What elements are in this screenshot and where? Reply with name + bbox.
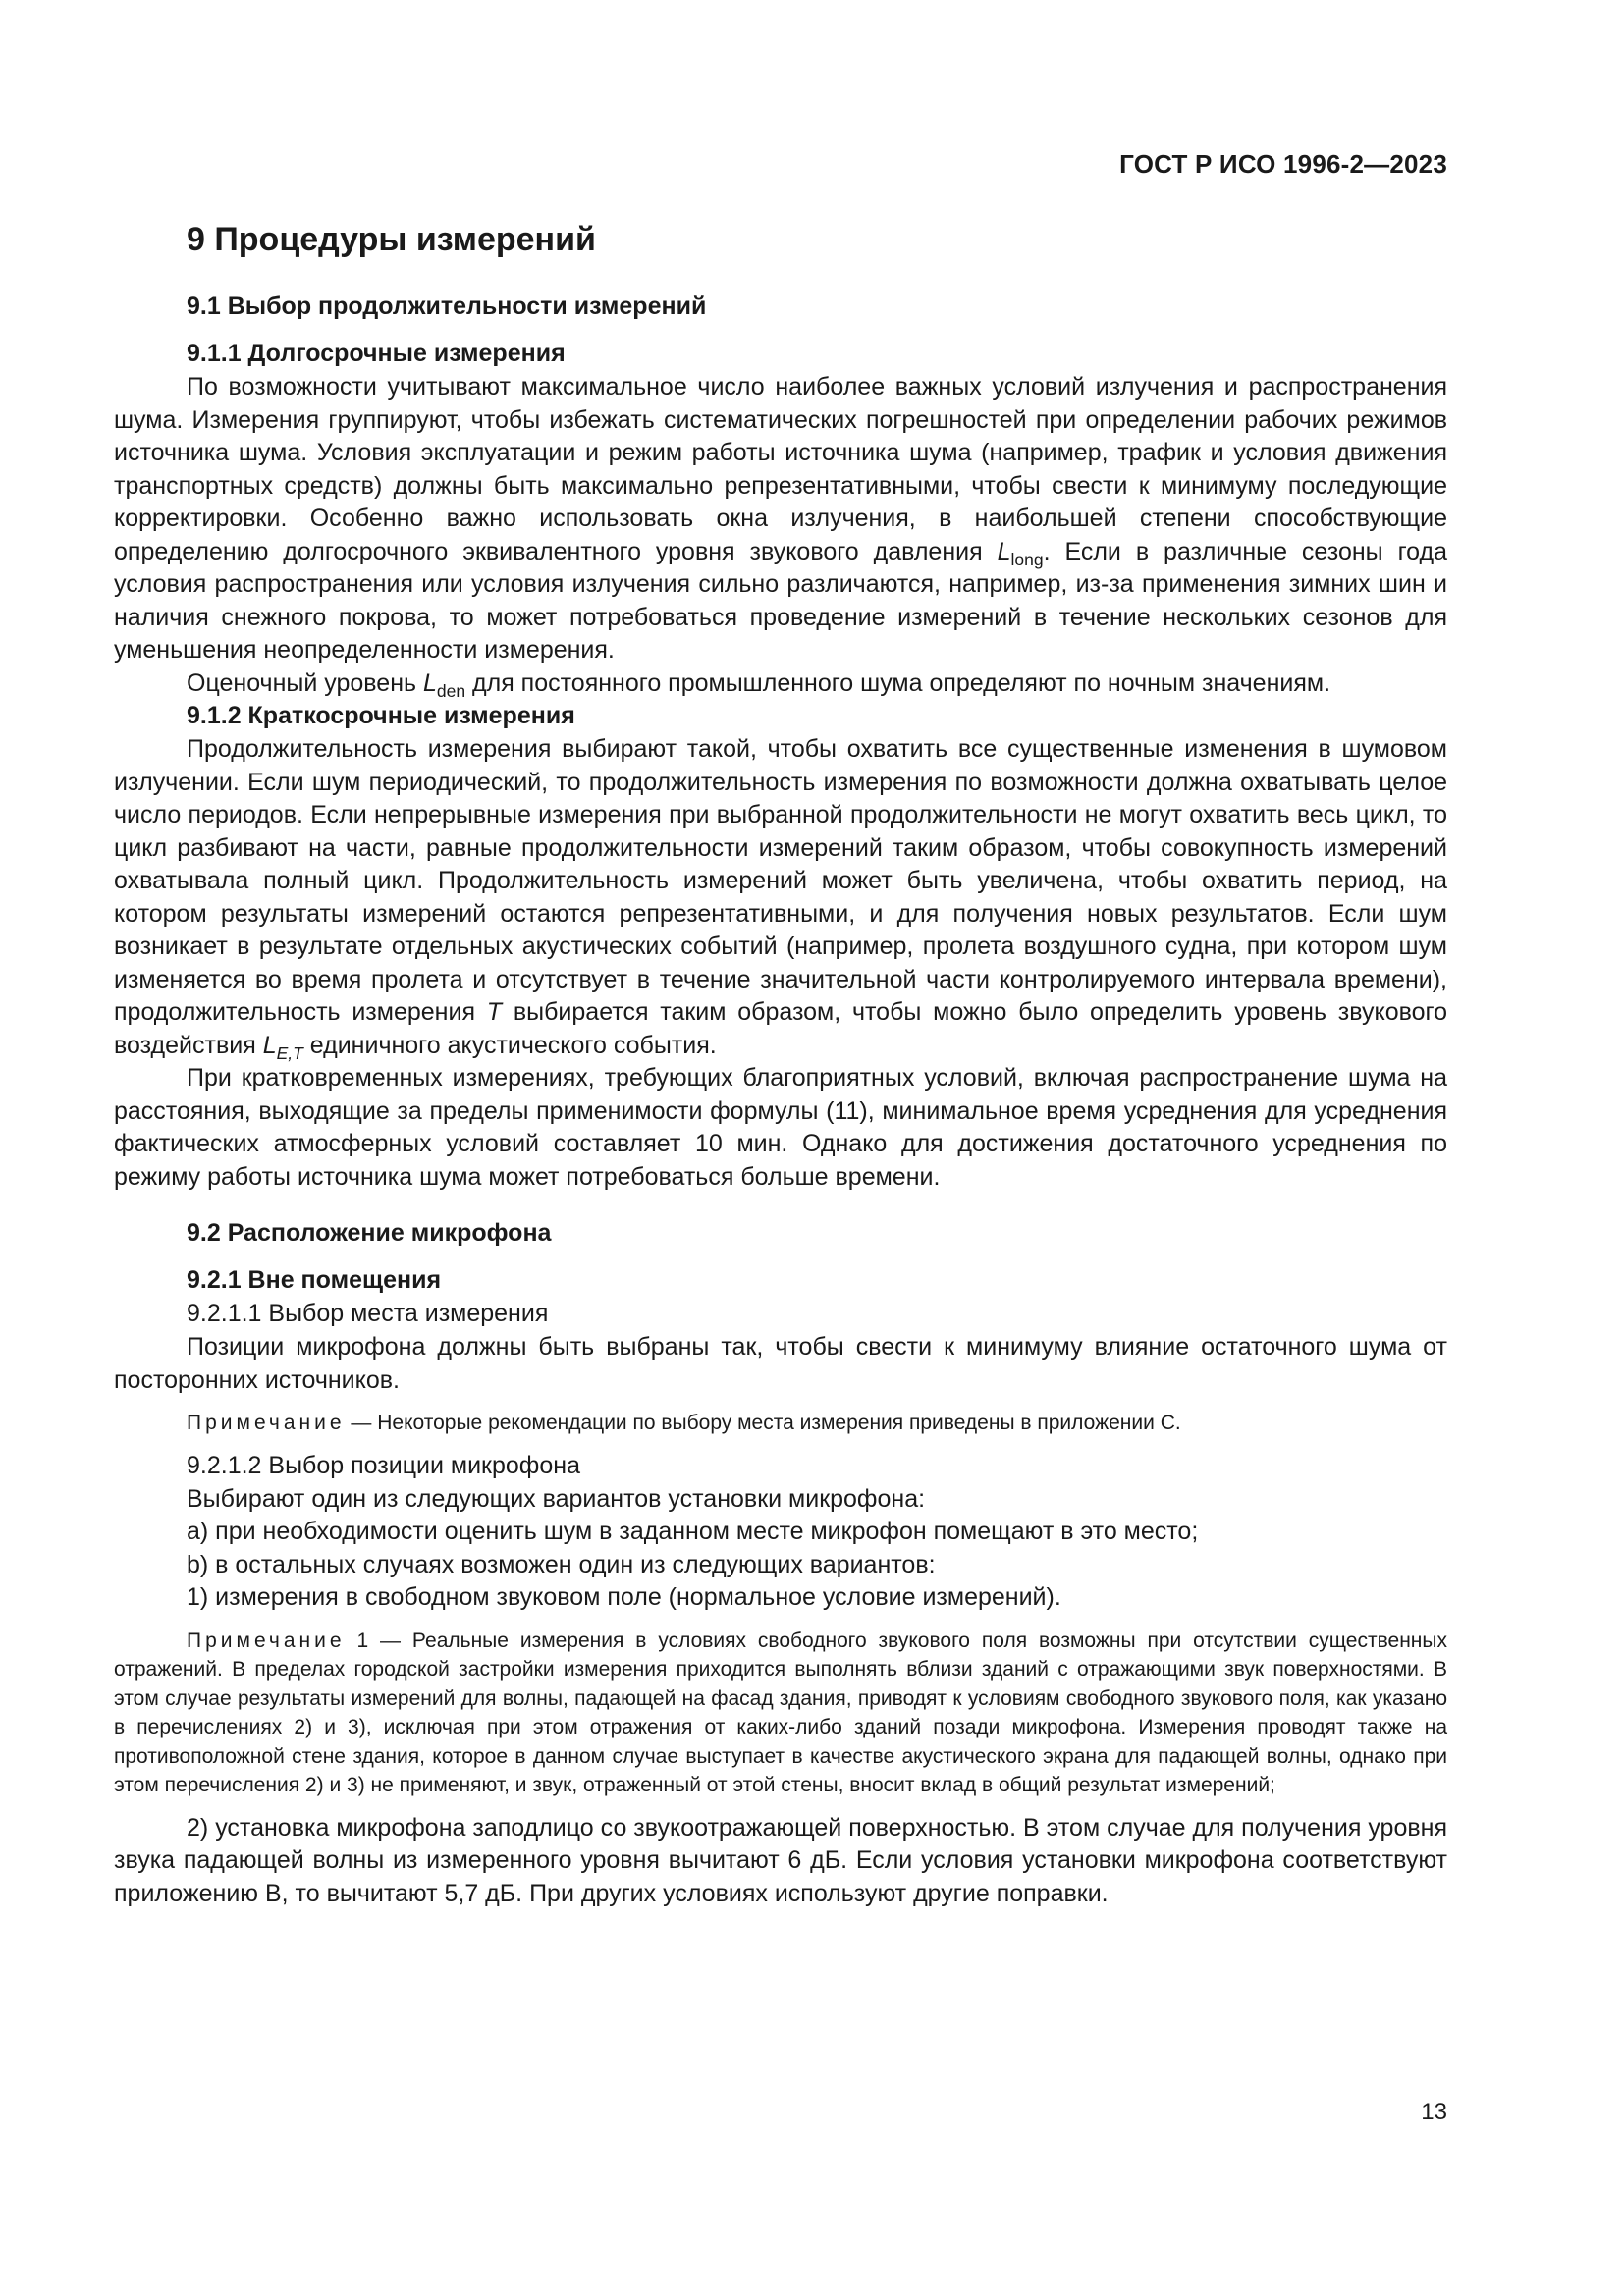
list-item-1: 1) измерения в свободном звуковом поле (нормальное условие измерений). [187,1583,1061,1611]
paragraph-short-term-conditions: При кратковременных измерениях, требующих благоприятных условий, включая распространение шума на расстояния, выходящие за пределы применимости формулы (11), минимальное время усреднения для усреднения фактических атмосферных условий составляет 10 мин. Однако для достижения достаточного усреднения по режиму работы источника шума может потребоваться больше времени. [114,1064,1447,1191]
list-item-2: 2) установка микрофона заподлицо со звукоотражающей поверхностью. В этом случае для получения уровня звука падающей волны из измеренного уровня вычитают 6 дБ. Если условия установки микрофона соответствуют приложению В, то вычитают 5,7 дБ. При других условиях используют другие поправки. [114,1813,1447,1907]
list-item-b: b) в остальных случаях возможен один из следующих вариантов: [187,1550,936,1578]
page-content [114,218,1447,1910]
standard-header: ГОСТ Р ИСО 1996-2—2023 [1119,149,1447,179]
paragraph-mic-positions: Позиции микрофона должны быть выбраны так, чтобы свести к минимуму влияние остаточного шума от посторонних источников. [114,1333,1447,1394]
note-free-field: Примечание 1 — Реальные измерения в условиях свободного звукового поля возможны при отсутствии существенных отражений. В пределах городской застройки измерения приходится выполнять вблизи зданий с отражающими звук поверхностями. В этом случае результаты измерений для волны, падающей на фасад здания, приводят к условиям свободного звукового поля, как указано в перечислениях 2) и 3), исключая при этом отражения от каких-либо зданий позади микрофона. Измерения проводят также на противоположной стене здания, которое в данном случае выступает в качестве акустического экрана для падающей волны, однако при этом перечисления 2) и 3) не применяют, и звук, отраженный от этой стены, вносит вклад в общий результат измерений; [114,1629,1447,1796]
paragraph-rating-level: Оценочный уровень $L_{den}$ для постоянного промышленного шума определяют по ночным значениям. [187,668,1331,701]
subsection-9-2-1-2-title: 9.2.1.2 Выбор позиции микрофона [187,1451,580,1479]
list-item-a: а) при необходимости оценить шум в заданном месте микрофон помещают в это место; [187,1518,1199,1545]
note-site-selection: Примечание — Некоторые рекомендации по выбору места измерения приведены в приложении С. [187,1412,1181,1434]
paragraph-variants-intro: Выбирают один из следующих вариантов установки микрофона: [187,1484,926,1513]
subsection-9-1-title: 9.1 Выбор продолжительности измерений [187,293,707,320]
paragraph-short-term: Продолжительность измерения выбирают такой, чтобы охватить все существенные изменения в шумовом излучении. Если шум периодический, то продолжительность измерения по возможности должна охватывать целое число периодов. Если непрерывные измерения при выбранной продолжительности не могут охватить весь цикл, то цикл разбивают на части, равные продолжительности измерений таким образом, чтобы совокупность измерений охватывала полный цикл. Продолжительность измерений может быть увеличена, чтобы охватить период, на котором результаты измерений остаются репрезентативными, и для получения новых результатов. Если шум возникает в результате отдельных акустических событий (например, пролета воздушного судна, при котором шум изменяется во время пролета и отсутствует в течение значительной части контролируемого интервала времени), продолжительность измерения T выбирается таким образом, чтобы можно было определить уровень звукового воздействия $L_{E,T}$ единичного акустического события. [114,735,1447,1063]
subsection-9-2-1-1-title: 9.2.1.1 Выбор места измерения [187,1300,549,1327]
page-number: 13 [1421,2099,1447,2125]
subsection-9-2-title: 9.2 Расположение микрофона [187,1219,552,1247]
subsection-9-1-1-title: 9.1.1 Долгосрочные измерения [187,340,566,367]
paragraph-long-term: По возможности учитывают максимальное число наиболее важных условий излучения и распространения шума. Измерения группируют, чтобы избежать систематических погрешностей при определении рабочих режимов источника шума. Условия эксплуатации и режим работы источника шума (например, трафик и условия движения транспортных средств) должны быть максимально репрезентативными, чтобы свести к минимуму последующие корректировки. Особенно важно использовать окна излучения, в наибольшей степени способствующие определению долгосрочного эквивалентного уровня звукового давления $L_{long}$. Если в различные сезоны года условия распространения или условия излучения сильно различаются, например, из-за применения зимних шин и наличия снежного покрова, то может потребоваться проведение измерений в течение нескольких сезонов для уменьшения неопределенности измерения. [114,373,1447,664]
section-title: 9 Процедуры измерений [187,221,596,258]
subsection-9-1-2-title: 9.1.2 Краткосрочные измерения [187,702,575,729]
subsection-9-2-1-title: 9.2.1 Вне помещения [187,1266,442,1294]
